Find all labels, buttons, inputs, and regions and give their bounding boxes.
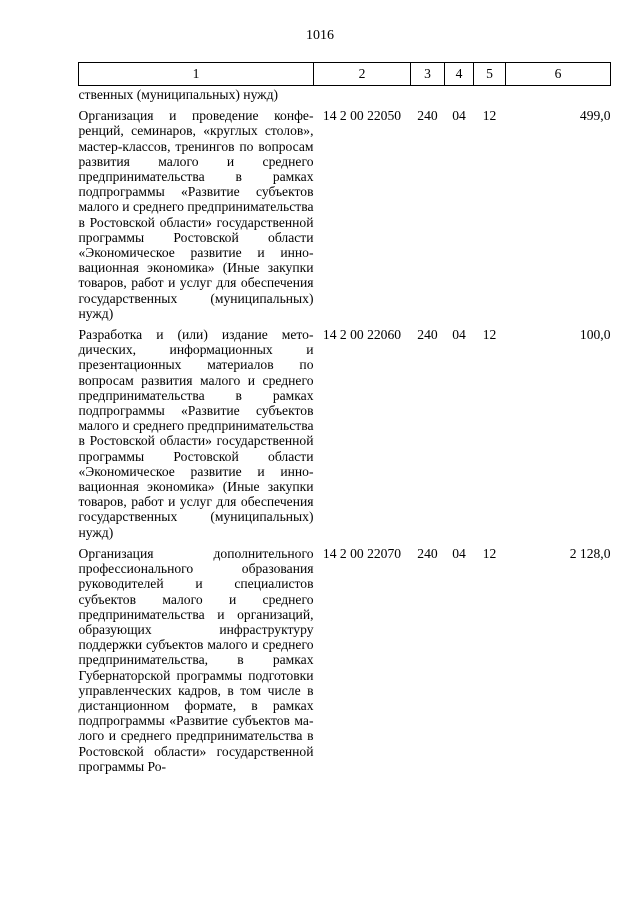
row-amount: 2 128,0 [569, 545, 611, 561]
column-header-3: 3 [411, 63, 445, 86]
row-subsection: 12 [482, 327, 497, 343]
row-target-code: 14 2 00 22060 [322, 327, 402, 343]
table-row [79, 546, 611, 774]
row-description: Организация дополнительного профессионального образования руководителей и специалистов субъектов малого и среднего предпринимательства и организаций, образующих инфраструктуру поддержки субъектов малого и среднего предпринимательства, в рамках Губернаторской программы подготовки управленческих кадров, в том числе в дистанционном формате, в рамках подпрограммы «Развитие субъектов малого и среднего предпринимательства в Ростовской области» государственной программы Ро- [78, 545, 314, 774]
row-expense-type: 240 [417, 108, 438, 124]
row-amount: 100,0 [579, 327, 611, 343]
row-description: Организация и проведение конференций, семинаров, «круглых столов», мастер-классов, тренингов по вопросам развития малого и среднего предпринимательства в рамках подпрограммы «Развитие субъектов малого и среднего предпринимательства в Ростовской области» государственной программы Ростовской области «Экономическое развитие и инновационная экономика» (Иные закупки товаров, работ и услуг для обеспечения государственных (муниципальных) нужд) [78, 108, 314, 321]
continuation-row [79, 86, 611, 103]
row-description: Разработка и (или) издание методических, информационных и презентационных материалов по вопросам развития малого и среднего предпринимательства в рамках подпрограммы «Развитие субъектов малого и среднего предпринимательства в Ростовской области» государственной программы Ростовской области «Экономическое развитие и инновационная экономика» (Иные закупки товаров, работ и услуг для обеспечения государственных (муниципальных) нужд) [78, 327, 314, 540]
column-header-2: 2 [314, 63, 411, 86]
table-row [79, 327, 611, 540]
row-target-code: 14 2 00 22050 [322, 108, 402, 124]
row-expense-type: 240 [417, 327, 438, 343]
row-target-code: 14 2 00 22070 [322, 545, 402, 561]
row-amount: 499,0 [579, 108, 611, 124]
row-subsection: 12 [482, 545, 497, 561]
column-header-4: 4 [445, 63, 474, 86]
row-section: 04 [452, 327, 466, 343]
page-number: 1016 [306, 28, 334, 43]
row-subsection: 12 [482, 108, 497, 124]
table-header-row [79, 63, 611, 86]
row-section: 04 [452, 545, 466, 561]
column-header-6: 6 [506, 63, 611, 86]
row-section: 04 [452, 108, 466, 124]
column-header-5: 5 [474, 63, 506, 86]
table-row [79, 108, 611, 321]
column-header-1: 1 [79, 63, 314, 86]
budget-table [78, 62, 611, 774]
continuation-text: ственных (муниципальных) нужд) [78, 87, 279, 102]
row-expense-type: 240 [417, 545, 438, 561]
